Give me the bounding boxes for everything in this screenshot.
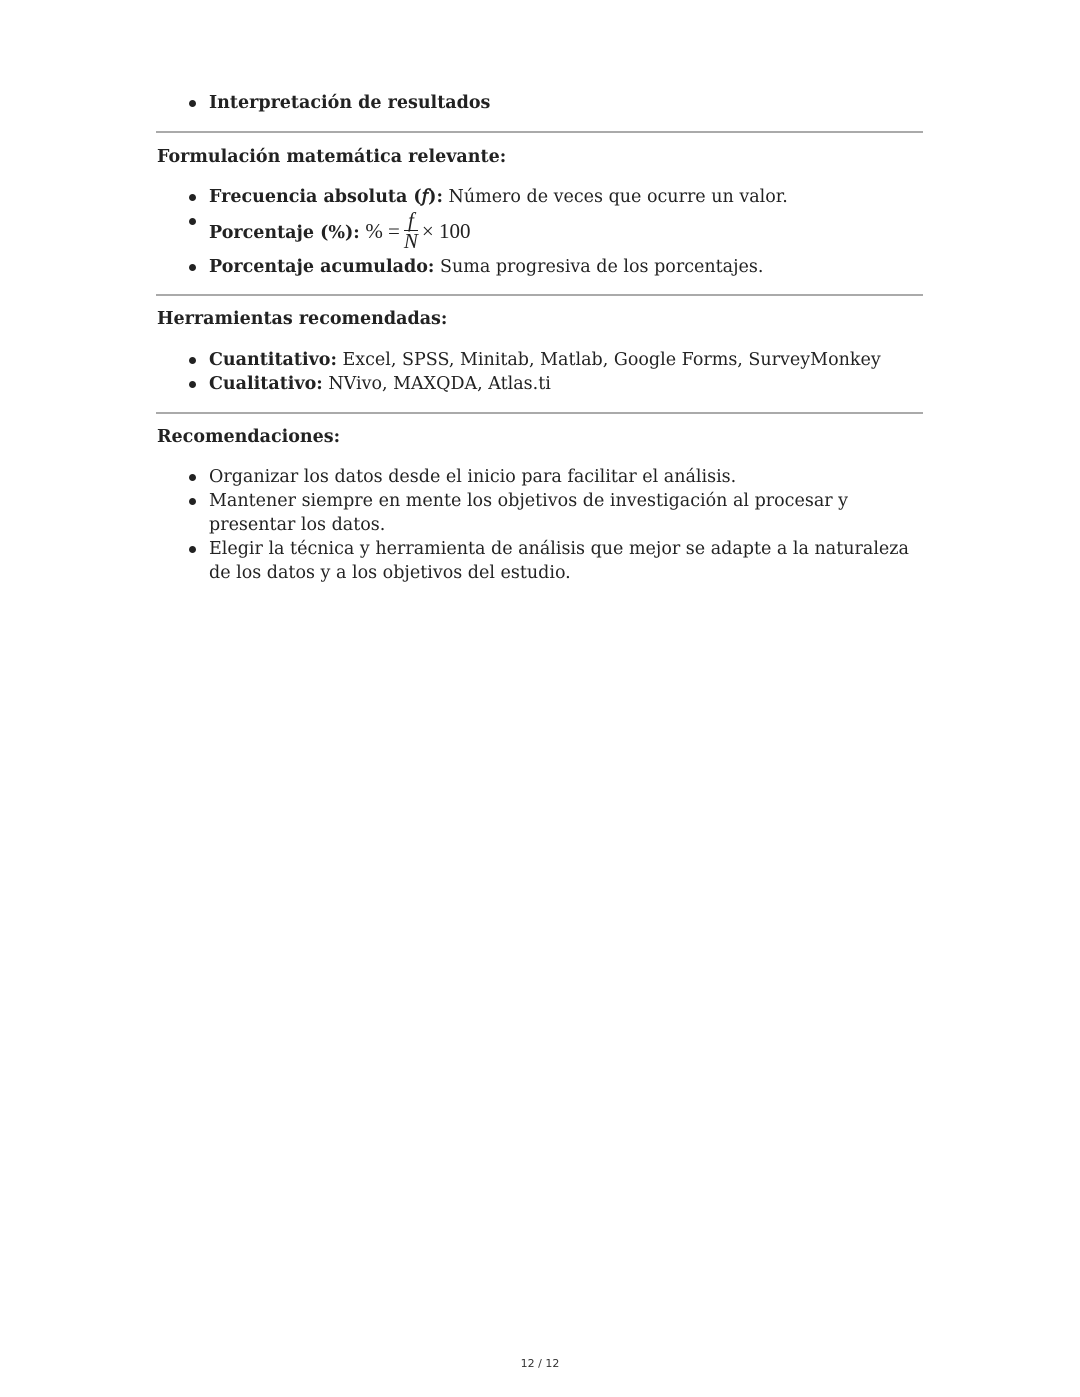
list-item: Interpretación de resultados xyxy=(209,91,923,115)
percentage-formula: % = $\frac{f}{N}$ × 100 xyxy=(365,207,471,253)
recommendations-section xyxy=(157,425,923,585)
list-item: Cualitativo: NVivo, MAXQDA, Atlas.ti xyxy=(209,372,923,396)
list-item: Cuantitativo: Excel, SPSS, Minitab, Matlab, Google Forms, SurveyMonkey xyxy=(209,348,923,372)
formulas-section xyxy=(157,145,923,279)
section-heading: Recomendaciones: xyxy=(157,427,341,447)
list-item: Frecuencia absoluta (𝑓): Número de veces que ocurre un valor. xyxy=(209,185,923,209)
list-item: Mantener siempre en mente los objetivos de investigación al procesar y presentar los datos. xyxy=(209,489,919,537)
divider xyxy=(156,412,923,414)
tools-section xyxy=(157,307,923,396)
section-heading: Formulación matemática relevante: xyxy=(157,147,507,167)
page-number: 12 / 12 xyxy=(520,1357,560,1370)
list-item: Porcentaje (%): % = $\frac{f}{N}$ × 100 xyxy=(209,209,923,255)
list-item: Elegir la técnica y herramienta de análisis que mejor se adapte a la naturaleza de los datos y a los objetivos del estudio. xyxy=(209,537,919,585)
divider xyxy=(156,131,923,133)
divider xyxy=(156,294,923,296)
list-item: Porcentaje acumulado: Suma progresiva de los porcentajes. xyxy=(209,255,923,279)
top-list xyxy=(157,91,923,115)
section-heading: Herramientas recomendadas: xyxy=(157,309,448,329)
list-item: Organizar los datos desde el inicio para facilitar el análisis. xyxy=(209,465,919,489)
